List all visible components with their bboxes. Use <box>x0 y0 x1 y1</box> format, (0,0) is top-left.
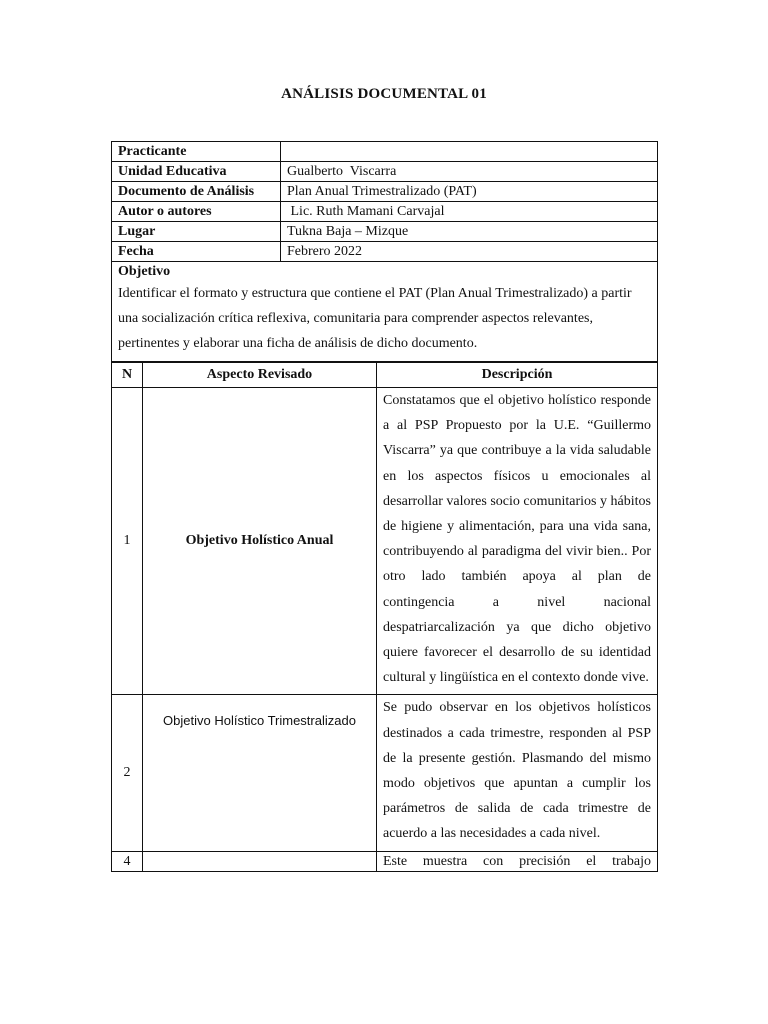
analysis-header-row <box>112 362 658 388</box>
row-aspect <box>143 851 377 871</box>
info-table <box>111 141 658 363</box>
row-documento <box>112 182 658 202</box>
header-aspect: Aspecto Revisado <box>143 362 377 388</box>
row-description: Constatamos que el objetivo holístico responde a al PSP Propuesto por la U.E. “Guillermo Viscarra” ya que contribuye a la vida saludable en los aspectos físicos u emocionales al desarrollar valores socio comunitarios y hábitos de higiene y alimentación, para una vida sana, contribuyendo al paradigma del vivir bien.. Por otro lado también apoya al plan de contingencia a nivel nacional despatriarcalización ya que dicho objetivo quiere favorecer el desarrollo de su identidad cultural y lingüística en el contexto donde vive. <box>377 388 658 695</box>
autor-label: Autor o autores <box>112 202 281 222</box>
autor-value: Lic. Ruth Mamani Carvajal <box>281 202 658 222</box>
row-fecha <box>112 242 658 262</box>
row-lugar <box>112 222 658 242</box>
table-row <box>112 388 658 695</box>
row-objetivo <box>112 262 658 363</box>
objetivo-text: Identificar el formato y estructura que contiene el PAT (Plan Anual Trimestralizado) a partir una socialización crítica reflexiva, comunitaria para comprender aspectos relevantes, pertinentes y elaborar una ficha de análisis de dicho documento. <box>118 286 632 351</box>
row-autor <box>112 202 658 222</box>
table-row <box>112 695 658 851</box>
row-number: 1 <box>112 388 143 695</box>
fecha-label: Fecha <box>112 242 281 262</box>
unidad-educativa-value: Gualberto Viscarra <box>281 162 658 182</box>
objetivo-cell <box>112 262 658 363</box>
lugar-label: Lugar <box>112 222 281 242</box>
lugar-value: Tukna Baja – Mizque <box>281 222 658 242</box>
row-practicante <box>112 142 658 162</box>
documento-value: Plan Anual Trimestralizado (PAT) <box>281 182 658 202</box>
row-number: 4 <box>112 851 143 871</box>
document-title: ANÁLISIS DOCUMENTAL 01 <box>281 86 487 102</box>
row-aspect: Objetivo Holístico Trimestralizado <box>143 695 377 851</box>
practicante-label: Practicante <box>112 142 281 162</box>
documento-label: Documento de Análisis <box>112 182 281 202</box>
row-description: Este muestra con precisión el trabajo <box>377 851 658 871</box>
analysis-table <box>111 361 658 872</box>
header-n: N <box>112 362 143 388</box>
objetivo-label: Objetivo <box>118 264 171 279</box>
row-description: Se pudo observar en los objetivos holísticos destinados a cada trimestre, responden al PSP de la presente gestión. Plasmando del mismo modo objetivos que apuntan a cumplir los parámetros de salida de cada trimestre de acuerdo a las necesidades a cada nivel. <box>377 695 658 851</box>
unidad-educativa-label: Unidad Educativa <box>112 162 281 182</box>
table-row <box>112 851 658 871</box>
row-aspect: Objetivo Holístico Anual <box>143 388 377 695</box>
header-description: Descripción <box>377 362 658 388</box>
row-number: 2 <box>112 695 143 851</box>
fecha-value: Febrero 2022 <box>281 242 658 262</box>
practicante-value <box>281 142 658 162</box>
row-unidad-educativa <box>112 162 658 182</box>
